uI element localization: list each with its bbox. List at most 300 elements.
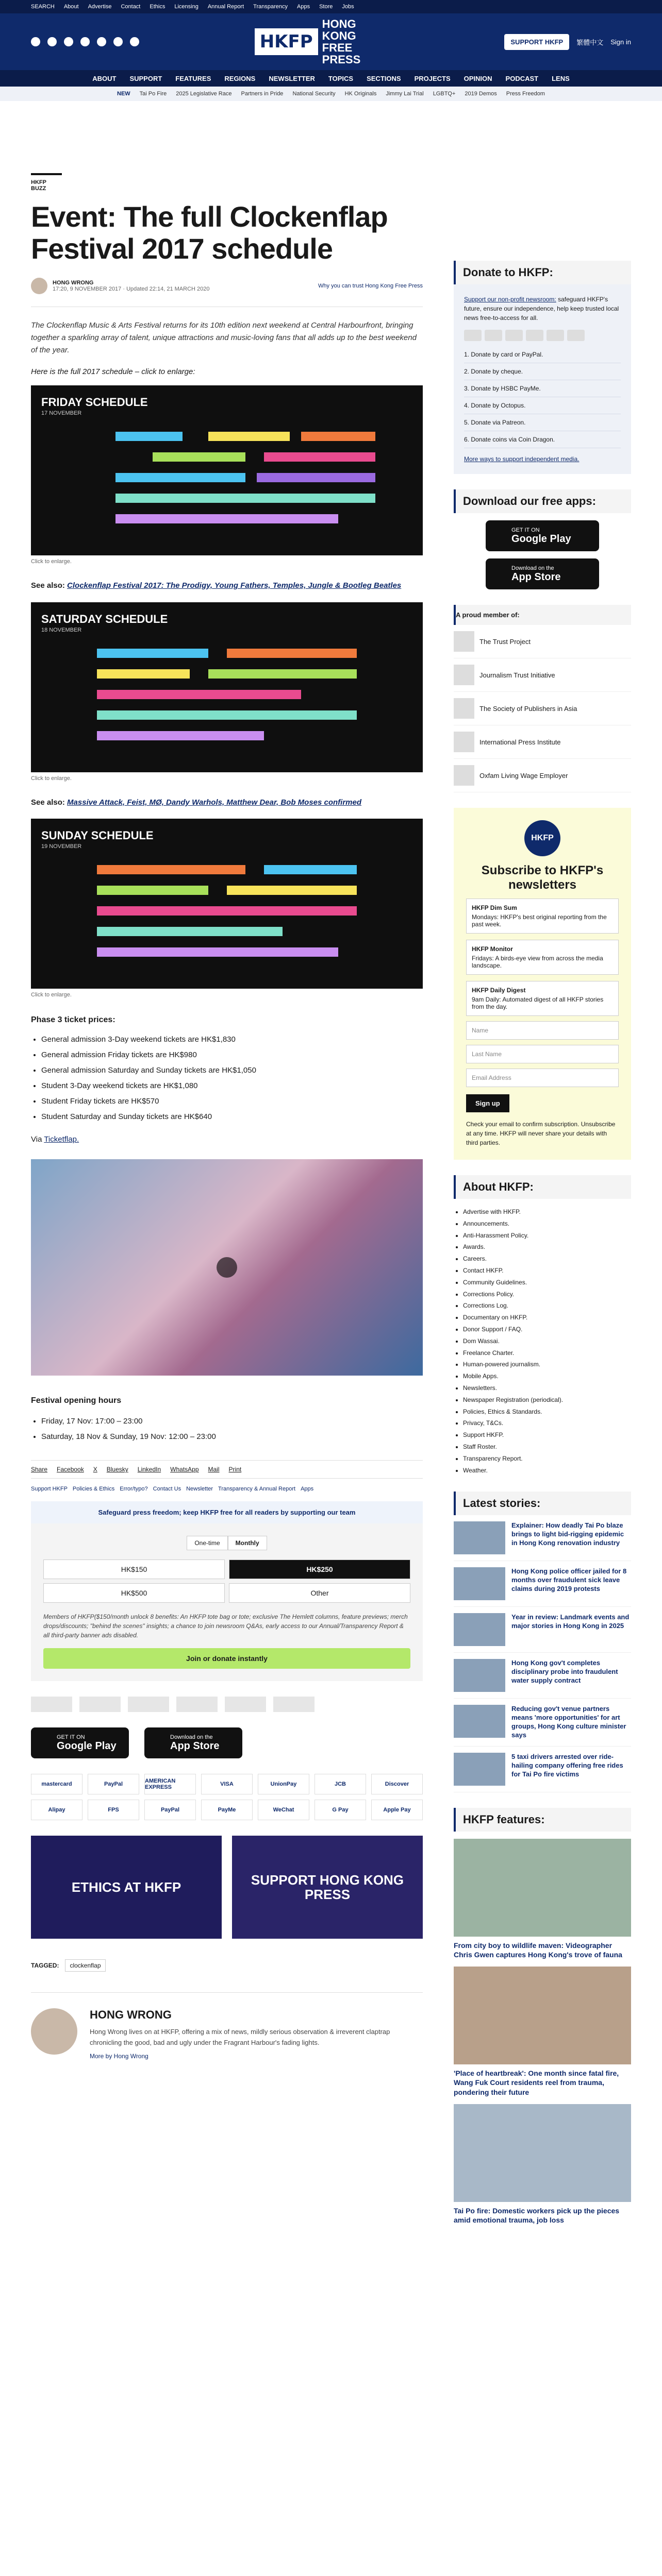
feature-image bbox=[454, 2104, 631, 2202]
top-transparency-link[interactable]: Transparency bbox=[253, 4, 288, 10]
donate-banner[interactable]: Safeguard press freedom; keep HKFP free for all readers by supporting our team bbox=[31, 1501, 423, 1523]
story-title: Hong Kong police officer jailed for 8 months over fraudulent sick leave claims during 2019 protests bbox=[511, 1567, 627, 1593]
member-org-name: The Trust Project bbox=[479, 637, 531, 646]
schedule-block bbox=[97, 865, 245, 874]
article-title: Event: The full Clockenflap Festival 2017 schedule bbox=[31, 200, 388, 265]
promo-banners bbox=[31, 1836, 423, 1939]
story-thumb bbox=[454, 1705, 505, 1738]
about-item[interactable]: • Newsletters. bbox=[463, 1382, 631, 1394]
payment-methods bbox=[31, 1774, 423, 1820]
ipi-logo[interactable] bbox=[176, 1697, 218, 1712]
amex-icon bbox=[505, 330, 523, 341]
trending-item[interactable]: Jimmy Lai Trial bbox=[386, 91, 424, 97]
top-advertise-link[interactable]: Advertise bbox=[88, 4, 112, 10]
schedule-block bbox=[115, 432, 183, 441]
trust-project-logo[interactable] bbox=[31, 1697, 72, 1712]
newsletter-note: Check your email to confirm subscription. Unsubscribe at any time. HKFP will never share your details with third parties. bbox=[466, 1121, 616, 1146]
schedule-block bbox=[97, 710, 357, 720]
more-by-author-link[interactable]: More by Hong Wrong bbox=[90, 2052, 148, 2060]
about-item[interactable]: • Policies, Ethics & Standards. bbox=[463, 1406, 631, 1418]
schedule-block bbox=[97, 886, 208, 895]
nav-sections[interactable]: SECTIONS bbox=[367, 74, 401, 82]
feature-story[interactable] bbox=[454, 1839, 631, 1959]
nav-projects[interactable]: PROJECTS bbox=[414, 74, 451, 82]
top-annual-report-link[interactable]: Annual Report bbox=[207, 4, 244, 10]
trending-item[interactable]: LGBTQ+ bbox=[433, 91, 456, 97]
schedule-block bbox=[115, 473, 245, 482]
link-error[interactable]: Error/typo? bbox=[120, 1486, 148, 1493]
frequency-toggle bbox=[43, 1536, 410, 1550]
amount-option-selected[interactable]: HK$250 bbox=[229, 1560, 410, 1579]
hours-item: • Friday, 17 Nov: 17:00 – 23:00 bbox=[41, 1414, 423, 1429]
price-item: • Student Saturday and Sunday tickets are HK$640 bbox=[41, 1109, 423, 1125]
more-ways-link[interactable]: More ways to support independent media. bbox=[464, 455, 580, 463]
hours-heading: Festival opening hours bbox=[31, 1396, 122, 1405]
trending-item[interactable]: Tai Po Fire bbox=[139, 91, 167, 97]
social-icons bbox=[31, 37, 139, 46]
as-big: App Store bbox=[170, 1740, 220, 1752]
author-box bbox=[31, 1992, 423, 2060]
article-lead: Here is the full 2017 schedule – click to enlarge: bbox=[31, 367, 195, 377]
name-field[interactable]: Name bbox=[466, 1021, 619, 1040]
schedule-block bbox=[264, 452, 375, 462]
about-item[interactable]: • Contact HKFP. bbox=[463, 1265, 631, 1277]
nav-podcast[interactable]: PODCAST bbox=[505, 74, 539, 82]
option-name: HKFP Dim Sum bbox=[472, 904, 517, 911]
article-kicker[interactable]: HKFP BUZZ bbox=[31, 173, 62, 192]
donate-step[interactable]: 4. Donate by Octopus. bbox=[464, 397, 621, 414]
about-item[interactable]: • Weather. bbox=[463, 1465, 631, 1477]
amount-option[interactable]: HK$150 bbox=[43, 1560, 225, 1579]
member-section bbox=[454, 605, 631, 792]
author-avatar-large bbox=[31, 2008, 77, 2055]
price-item: • Student 3-Day weekend tickets are HK$1,080 bbox=[41, 1078, 423, 1094]
signup-button[interactable]: Sign up bbox=[466, 1094, 509, 1112]
friday-schedule-image[interactable] bbox=[31, 385, 423, 555]
unionpay-icon: UnionPay bbox=[258, 1774, 309, 1794]
newsletter-option[interactable] bbox=[466, 940, 619, 975]
story-title: Year in review: Landmark events and major stories in Hong Kong in 2025 bbox=[511, 1613, 630, 1630]
newsletter-option[interactable] bbox=[466, 899, 619, 934]
gp-small: GET IT ON bbox=[57, 1734, 85, 1740]
schedule-grid bbox=[41, 860, 412, 973]
article-column bbox=[31, 101, 423, 2225]
sidebar bbox=[454, 101, 631, 2225]
discover-icon: Discover bbox=[371, 1774, 423, 1794]
nav-regions[interactable]: REGIONS bbox=[224, 74, 256, 82]
schedule-block bbox=[97, 669, 190, 679]
nav-lens[interactable]: LENS bbox=[552, 74, 570, 82]
link-apps[interactable]: Apps bbox=[301, 1486, 314, 1493]
about-heading: About HKFP: bbox=[454, 1175, 631, 1199]
story-thumb bbox=[454, 1613, 505, 1646]
gp-big: Google Play bbox=[511, 533, 571, 545]
hours-item: • Saturday, 18 Nov & Sunday, 19 Nov: 12:00 – 23:00 bbox=[41, 1429, 423, 1445]
apps-heading: Download our free apps: bbox=[454, 489, 631, 513]
about-section bbox=[454, 1175, 631, 1476]
schedule-block bbox=[153, 452, 245, 462]
link-policies[interactable]: Policies & Ethics bbox=[72, 1486, 115, 1493]
newsletter-option[interactable] bbox=[466, 981, 619, 1016]
top-contact-link[interactable]: Contact bbox=[121, 4, 141, 10]
publishers-logo[interactable] bbox=[273, 1697, 315, 1712]
schedule-block bbox=[115, 494, 375, 503]
donate-heading: Donate to HKFP: bbox=[454, 261, 631, 284]
language-link[interactable]: 繁體中文 bbox=[576, 38, 604, 46]
option-desc: 9am Daily: Automated digest of all HKFP stories from the day. bbox=[472, 996, 604, 1010]
nav-about[interactable]: ABOUT bbox=[92, 74, 117, 82]
amount-option[interactable]: Other bbox=[229, 1583, 410, 1603]
wechat-icon: WeChat bbox=[258, 1800, 309, 1820]
gp-small: GET IT ON bbox=[511, 527, 540, 533]
schedule-block bbox=[97, 906, 357, 916]
feature-image bbox=[454, 1839, 631, 1937]
trending-new-label: NEW bbox=[117, 91, 130, 97]
support-promo[interactable]: SUPPORT HONG KONG PRESS bbox=[232, 1836, 423, 1939]
link-transparency[interactable]: Transparency & Annual Report bbox=[218, 1486, 296, 1493]
bluesky-icon[interactable] bbox=[113, 37, 123, 46]
about-item[interactable]: • Advertise with HKFP. bbox=[463, 1206, 631, 1218]
features-heading: HKFP features: bbox=[454, 1808, 631, 1832]
ethics-promo[interactable]: ETHICS AT HKFP bbox=[31, 1836, 222, 1939]
image-caption: Click to enlarge. bbox=[31, 558, 72, 565]
sopa-icon bbox=[454, 698, 474, 719]
member-org-name: International Press Institute bbox=[479, 738, 561, 746]
trending-item[interactable]: Press Freedom bbox=[506, 91, 545, 97]
utility-bar bbox=[0, 0, 662, 13]
about-item[interactable]: • Donor Support / FAQ. bbox=[463, 1324, 631, 1335]
story-thumb bbox=[454, 1659, 505, 1692]
feature-title: 'Place of heartbreak': One month since fatal fire, Wang Fuk Court residents reel from trauma, pondering their future bbox=[454, 2069, 619, 2096]
about-item[interactable]: • Newspaper Registration (periodical). bbox=[463, 1394, 631, 1406]
logo-text: HONG KONG FREE PRESS bbox=[322, 17, 361, 66]
via-label: Via bbox=[31, 1135, 44, 1144]
play-icon[interactable] bbox=[217, 1257, 237, 1278]
see-also-label: See also: bbox=[31, 581, 68, 590]
donate-step[interactable]: 3. Donate by HSBC PayMe. bbox=[464, 380, 621, 397]
trust-project-icon bbox=[454, 631, 474, 652]
trending-item[interactable]: National Security bbox=[292, 91, 336, 97]
feature-image bbox=[454, 1967, 631, 2064]
about-item[interactable]: • Awards. bbox=[463, 1241, 631, 1253]
nav-features[interactable]: FEATURES bbox=[175, 74, 211, 82]
sunday-schedule-image[interactable] bbox=[31, 819, 423, 989]
option-desc: Fridays: A birds-eye view from across the media landscape. bbox=[472, 955, 603, 969]
threads-icon[interactable] bbox=[80, 37, 90, 46]
article-date: 17:20, 9 NOVEMBER 2017 · Updated 22:14, 21 MARCH 2020 bbox=[53, 286, 210, 293]
about-item[interactable]: • Support HKFP. bbox=[463, 1429, 631, 1441]
story-title: 5 taxi drivers arrested over ride-hailing company offering free rides for Tai Po fire victims bbox=[511, 1752, 623, 1778]
story-title: Hong Kong gov't completes disciplinary probe into fraudulent water supply contract bbox=[511, 1659, 618, 1685]
schedule-block bbox=[97, 649, 208, 658]
nav-support[interactable]: SUPPORT bbox=[129, 74, 162, 82]
share-button[interactable]: Share bbox=[31, 1466, 48, 1473]
about-item[interactable]: • Mobile Apps. bbox=[463, 1370, 631, 1382]
jti-icon bbox=[454, 665, 474, 685]
ticket-price-list bbox=[31, 1032, 423, 1125]
about-item[interactable]: • Careers. bbox=[463, 1253, 631, 1265]
member-org[interactable] bbox=[454, 692, 631, 725]
about-item[interactable]: • Human-powered journalism. bbox=[463, 1359, 631, 1370]
trending-item[interactable]: 2025 Legislative Race bbox=[176, 91, 232, 97]
top-ethics-link[interactable]: Ethics bbox=[150, 4, 166, 10]
price-item: • General admission Saturday and Sunday tickets are HK$1,050 bbox=[41, 1063, 423, 1078]
gp-big: Google Play bbox=[57, 1740, 117, 1752]
saturday-schedule-title: SATURDAY SCHEDULE bbox=[41, 612, 168, 625]
tickets-heading: Phase 3 ticket prices: bbox=[31, 1015, 115, 1025]
about-item[interactable]: • Documentary on HKFP. bbox=[463, 1312, 631, 1324]
fps-icon: FPS bbox=[88, 1800, 139, 1820]
jcb-icon bbox=[547, 330, 564, 341]
saturday-schedule-date: 18 NOVEMBER bbox=[41, 626, 82, 633]
about-item[interactable]: • Freelance Charter. bbox=[463, 1347, 631, 1359]
share-linkedin[interactable]: LinkedIn bbox=[137, 1466, 161, 1473]
member-org[interactable] bbox=[454, 759, 631, 792]
link-support[interactable]: Support HKFP bbox=[31, 1486, 68, 1493]
share-bluesky[interactable]: Bluesky bbox=[106, 1466, 128, 1473]
about-item[interactable]: • Anti-Harassment Policy. bbox=[463, 1230, 631, 1242]
email-field[interactable]: Email Address bbox=[466, 1069, 619, 1087]
schedule-block bbox=[97, 690, 301, 699]
donate-widget bbox=[31, 1523, 423, 1681]
option-name: HKFP Daily Digest bbox=[472, 987, 526, 994]
story-thumb bbox=[454, 1521, 505, 1554]
payme-icon: PayMe bbox=[201, 1800, 253, 1820]
festival-video[interactable] bbox=[31, 1159, 423, 1376]
as-small: Download on the bbox=[511, 565, 554, 571]
share-facebook[interactable]: Facebook bbox=[57, 1466, 84, 1473]
top-search-link[interactable]: SEARCH bbox=[31, 4, 55, 10]
tag-chip[interactable]: clockenflap bbox=[65, 1959, 105, 1972]
trending-bar bbox=[0, 87, 662, 101]
unionpay-icon bbox=[526, 330, 543, 341]
top-store-link[interactable]: Store bbox=[319, 4, 333, 10]
paypal-icon bbox=[567, 330, 585, 341]
author-bio: Hong Wrong lives on at HKFP, offering a mix of news, mildly serious observation & irreverent claptrap chronicling the good, bad and ugly under the Fragrant Harbour's fading lights. bbox=[90, 2028, 390, 2046]
nav-opinion[interactable]: OPINION bbox=[464, 74, 492, 82]
newsletter-box bbox=[454, 808, 631, 1160]
freq-one-time[interactable]: One-time bbox=[187, 1536, 227, 1550]
ipi-icon bbox=[454, 732, 474, 752]
about-item[interactable]: • Corrections Log. bbox=[463, 1300, 631, 1312]
youtube-icon[interactable] bbox=[97, 37, 106, 46]
x-icon[interactable] bbox=[47, 37, 57, 46]
feature-story[interactable] bbox=[454, 2104, 631, 2225]
ticketflap-link[interactable]: Ticketflap. bbox=[44, 1135, 79, 1144]
newsletter-logo: HKFP bbox=[524, 820, 560, 856]
top-apps-link[interactable]: Apps bbox=[297, 4, 310, 10]
top-jobs-link[interactable]: Jobs bbox=[342, 4, 354, 10]
amex-icon: AMERICAN EXPRESS bbox=[144, 1774, 196, 1794]
mastercard-icon bbox=[464, 330, 482, 341]
about-item[interactable]: • Announcements. bbox=[463, 1218, 631, 1230]
amount-option[interactable]: HK$500 bbox=[43, 1583, 225, 1603]
share-x[interactable]: X bbox=[93, 1466, 97, 1473]
member-org-name: Oxfam Living Wage Employer bbox=[479, 771, 568, 779]
schedule-block bbox=[97, 927, 283, 936]
donate-step[interactable]: 5. Donate via Patreon. bbox=[464, 414, 621, 431]
donate-step[interactable]: 2. Donate by cheque. bbox=[464, 363, 621, 380]
option-name: HKFP Monitor bbox=[472, 945, 513, 953]
image-caption: Click to enlarge. bbox=[31, 992, 72, 998]
story-title: Explainer: How deadly Tai Po blaze brings to light bid-rigging epidemic in Hong Kong renovation industry bbox=[511, 1521, 624, 1547]
amount-options bbox=[43, 1560, 410, 1603]
member-org[interactable] bbox=[454, 625, 631, 658]
schedule-block bbox=[97, 731, 264, 740]
see-also-link[interactable]: Clockenflap Festival 2017: The Prodigy, Young Fathers, Temples, Jungle & Bootleg Beatles bbox=[67, 581, 402, 590]
link-contact[interactable]: Contact Us bbox=[153, 1486, 181, 1493]
sidebar-app-store[interactable] bbox=[486, 558, 599, 589]
app-store-button[interactable] bbox=[144, 1727, 242, 1758]
latest-story[interactable] bbox=[454, 1747, 631, 1792]
share-mail[interactable]: Mail bbox=[208, 1466, 220, 1473]
member-org-name: Journalism Trust Initiative bbox=[479, 671, 555, 679]
schedule-grid bbox=[41, 427, 412, 540]
alipay-icon: Alipay bbox=[31, 1800, 82, 1820]
author-box-name[interactable]: HONG WRONG bbox=[90, 2008, 172, 2022]
visa-icon: VISA bbox=[201, 1774, 253, 1794]
image-caption: Click to enlarge. bbox=[31, 775, 72, 782]
donate-step[interactable]: 1. Donate by card or PayPal. bbox=[464, 346, 621, 363]
see-also-2 bbox=[31, 797, 423, 809]
linkedin-icon[interactable] bbox=[130, 37, 139, 46]
saturday-schedule-image[interactable] bbox=[31, 602, 423, 772]
link-newsletter[interactable]: Newsletter bbox=[186, 1486, 213, 1493]
feature-story[interactable] bbox=[454, 1967, 631, 2097]
price-item: • General admission 3-Day weekend tickets are HK$1,830 bbox=[41, 1032, 423, 1047]
member-org[interactable] bbox=[454, 658, 631, 692]
share-print[interactable]: Print bbox=[228, 1466, 242, 1473]
schedule-block bbox=[97, 947, 338, 957]
latest-story[interactable] bbox=[454, 1607, 631, 1653]
feature-title: Tai Po fire: Domestic workers pick up the pieces amid emotional trauma, job loss bbox=[454, 2206, 620, 2225]
story-thumb bbox=[454, 1753, 505, 1786]
trending-item[interactable]: 2019 Demos bbox=[465, 91, 497, 97]
about-item[interactable]: • Corrections Policy. bbox=[463, 1289, 631, 1300]
support-hkfp-button[interactable]: SUPPORT HKFP bbox=[504, 34, 569, 50]
member-benefits: Members of HKFP($150/month unlock 8 benefits: An HKFP tote bag or tote; exclusive The Hemlett columns, feature previews; merch drops/discounts; "behind the scenes" insights; a chance to join newsroom Q&As, early access to our Annual/Transparency Report & all third-party banner ads disabled. bbox=[43, 1613, 408, 1639]
trending-item[interactable]: HK Originals bbox=[344, 91, 377, 97]
as-small: Download on the bbox=[170, 1734, 213, 1740]
top-licensing-link[interactable]: Licensing bbox=[174, 4, 198, 10]
friday-schedule-title: FRIDAY SCHEDULE bbox=[41, 396, 148, 409]
donate-link[interactable]: Support our non-profit newsroom: bbox=[464, 296, 556, 303]
schedule-block bbox=[227, 886, 357, 895]
story-title: Reducing gov't venue partners means 'more opportunities' for art groups, Hong Kong culture minister says bbox=[511, 1705, 626, 1739]
schedule-block bbox=[301, 432, 375, 441]
mastercard-icon: mastercard bbox=[31, 1774, 82, 1794]
donate-text-body: safeguard HKFP's future, ensure our independence, help keep trusted local news free-to-access for all. bbox=[464, 296, 619, 321]
visa-icon bbox=[485, 330, 502, 341]
instagram-icon[interactable] bbox=[64, 37, 73, 46]
tagged-label: TAGGED: bbox=[31, 1962, 59, 1970]
share-whatsapp[interactable]: WhatsApp bbox=[170, 1466, 199, 1473]
member-org-name: The Society of Publishers in Asia bbox=[479, 704, 577, 713]
latest-section bbox=[454, 1492, 631, 1792]
site-logo[interactable] bbox=[255, 18, 389, 65]
jcb-icon: JCB bbox=[315, 1774, 366, 1794]
about-list bbox=[454, 1206, 631, 1476]
schedule-block bbox=[227, 649, 357, 658]
latest-story[interactable] bbox=[454, 1561, 631, 1607]
schedule-block bbox=[208, 432, 290, 441]
option-desc: Mondays: HKFP's best original reporting from the past week. bbox=[472, 913, 607, 928]
byline bbox=[31, 278, 423, 294]
freq-monthly[interactable]: Monthly bbox=[228, 1536, 267, 1550]
main-nav bbox=[0, 70, 662, 87]
about-item[interactable]: • Transparency Report. bbox=[463, 1453, 631, 1465]
latest-story[interactable] bbox=[454, 1653, 631, 1699]
signin-link[interactable]: Sign in bbox=[610, 38, 631, 46]
nav-topics[interactable]: TOPICS bbox=[328, 74, 354, 82]
nav-newsletter[interactable]: NEWSLETTER bbox=[269, 74, 315, 82]
member-logos bbox=[31, 1697, 423, 1712]
donate-text bbox=[464, 295, 621, 323]
join-donate-button[interactable]: Join or donate instantly bbox=[43, 1648, 410, 1669]
about-item[interactable]: • Community Guidelines. bbox=[463, 1277, 631, 1289]
jti-logo[interactable] bbox=[79, 1697, 121, 1712]
opening-hours bbox=[31, 1396, 423, 1445]
page-body bbox=[0, 101, 662, 2225]
member-heading: A proud member of: bbox=[454, 605, 631, 625]
latest-story[interactable] bbox=[454, 1515, 631, 1561]
share-bar bbox=[31, 1460, 423, 1479]
logo-box: HKFP bbox=[255, 28, 318, 55]
article-intro: The Clockenflap Music & Arts Festival returns for its 10th edition next weekend at Central Harbourfront, bringing together a sparkling array of talent, unique attractions and music-loving fans that all adds up to the best weekend of the year. bbox=[31, 321, 417, 355]
oxfam-logo[interactable] bbox=[225, 1697, 266, 1712]
story-thumb bbox=[454, 1567, 505, 1600]
schedule-block bbox=[115, 514, 338, 523]
about-item[interactable]: • Dom Wassai. bbox=[463, 1335, 631, 1347]
about-item[interactable]: • Privacy, T&Cs. bbox=[463, 1417, 631, 1429]
donate-box bbox=[454, 284, 631, 474]
about-item[interactable]: • Staff Roster. bbox=[463, 1441, 631, 1453]
footer-links bbox=[31, 1486, 423, 1492]
trending-item[interactable]: Partners in Pride bbox=[241, 91, 284, 97]
last-name-field[interactable]: Last Name bbox=[466, 1045, 619, 1063]
sunday-schedule-date: 19 NOVEMBER bbox=[41, 843, 82, 850]
friday-schedule-date: 17 NOVEMBER bbox=[41, 410, 82, 417]
masthead-actions bbox=[504, 34, 631, 50]
price-item: • Student Friday tickets are HK$570 bbox=[41, 1094, 423, 1109]
more-ways-text bbox=[464, 454, 621, 464]
feature-title: From city boy to wildlife maven: Videographer Chris Gwen captures Hong Kong's trove of fauna bbox=[454, 1941, 622, 1959]
see-also-link[interactable]: Massive Attack, Feist, MØ, Dandy Warhols, Matthew Dear, Bob Moses confirmed bbox=[67, 798, 362, 807]
author-avatar bbox=[31, 278, 47, 294]
newsletter-heading: Subscribe to HKFP's newsletters bbox=[481, 863, 604, 892]
sopa-logo[interactable] bbox=[128, 1697, 169, 1712]
via-line bbox=[31, 1135, 423, 1144]
member-org[interactable] bbox=[454, 725, 631, 759]
latest-story[interactable] bbox=[454, 1699, 631, 1747]
app-store-buttons bbox=[31, 1727, 423, 1758]
trust-badge-link[interactable]: Why you can trust Hong Kong Free Press bbox=[318, 283, 423, 290]
google-play-button[interactable] bbox=[31, 1727, 129, 1758]
author-name[interactable]: HONG WRONG bbox=[53, 280, 94, 286]
schedule-block bbox=[257, 473, 375, 482]
schedule-block bbox=[264, 865, 357, 874]
paypal-icon: PayPal bbox=[144, 1800, 196, 1820]
features-section bbox=[454, 1808, 631, 2225]
sidebar-google-play[interactable] bbox=[486, 520, 599, 551]
oxfam-icon bbox=[454, 765, 474, 786]
card-icons bbox=[464, 330, 621, 341]
donate-step[interactable]: 6. Donate coins via Coin Dragon. bbox=[464, 431, 621, 448]
top-about-link[interactable]: About bbox=[63, 4, 79, 10]
facebook-icon[interactable] bbox=[31, 37, 40, 46]
latest-heading: Latest stories: bbox=[454, 1492, 631, 1515]
masthead bbox=[0, 13, 662, 70]
